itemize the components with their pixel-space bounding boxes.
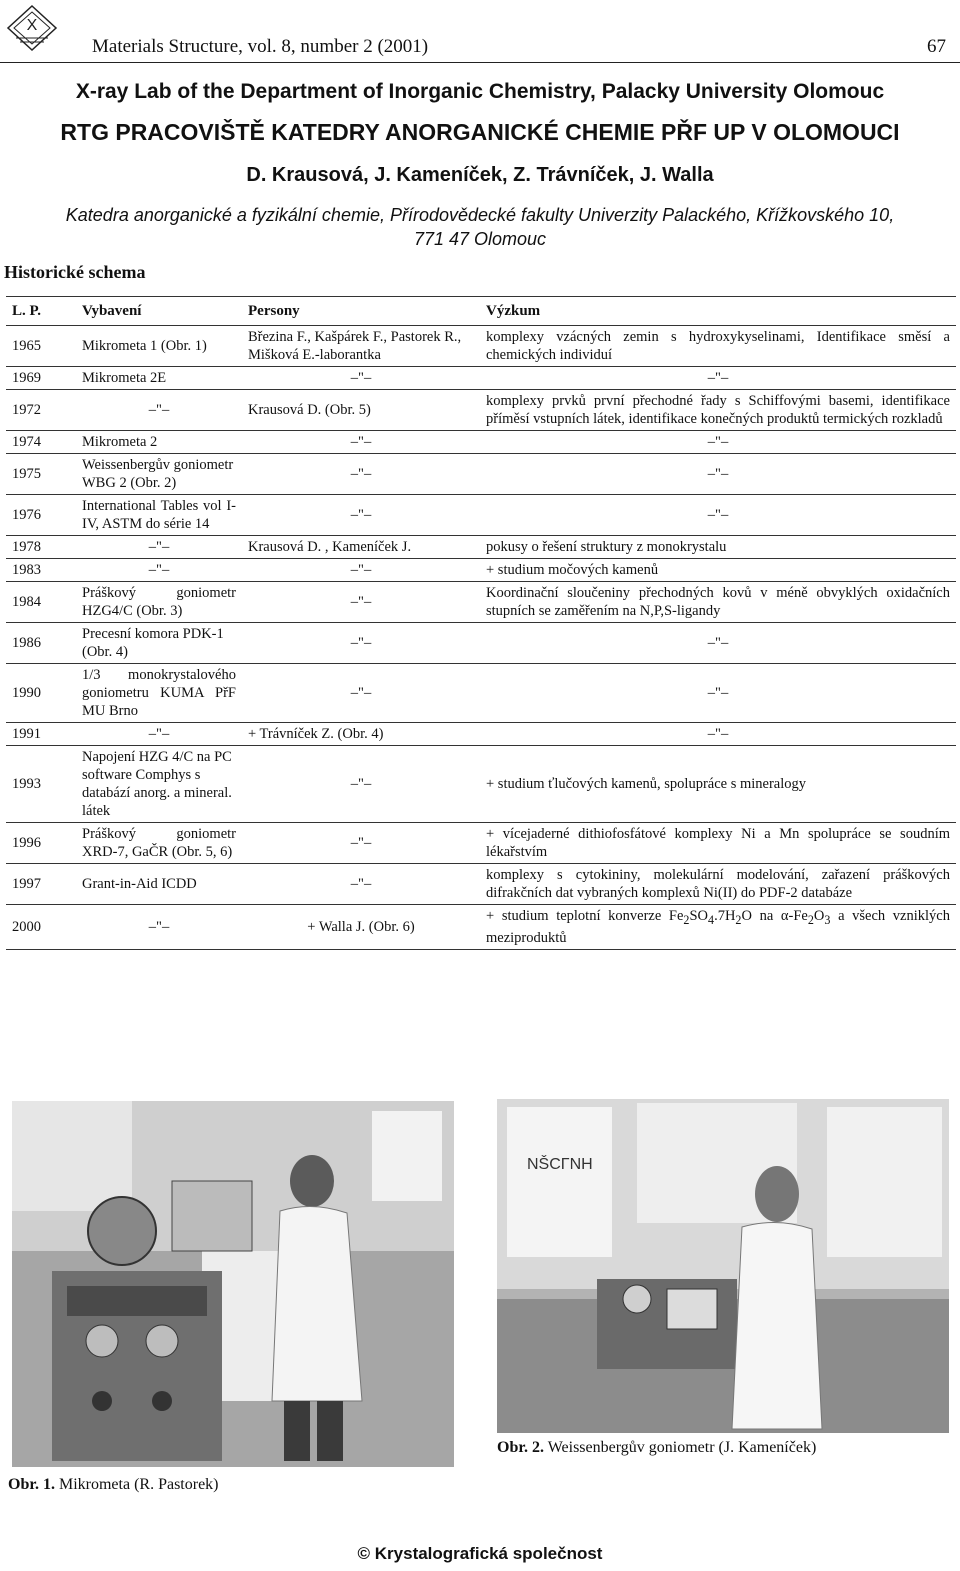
- cell-persons: –"–: [350, 635, 372, 651]
- table-row: [6, 559, 956, 582]
- cell-persons: –"–: [350, 370, 372, 386]
- cell-research: + studium teplotní konverze $Fe_2SO_4.7H_2O$ na $\alpha-Fe_2O_3$ a všech vzniklých meziproduktů: [486, 908, 950, 946]
- cell-persons: –"–: [350, 776, 372, 792]
- figure-1-illustration: [12, 1101, 454, 1467]
- figure-2-caption-text: Weissenbergův goniometr (J. Kameníček): [547, 1439, 817, 1456]
- cell-year: 2000: [12, 918, 41, 935]
- table-row: [6, 326, 956, 367]
- cell-year: 1976: [12, 507, 41, 523]
- cell-persons: –"–: [350, 594, 372, 610]
- cell-persons: –"–: [350, 466, 372, 482]
- cell-year: 1965: [12, 338, 41, 354]
- page-number: 67: [927, 36, 946, 57]
- cell-research: –"–: [707, 726, 729, 742]
- cell-research: –"–: [707, 635, 729, 651]
- cell-research: –"–: [707, 466, 729, 482]
- cell-year: 1969: [12, 370, 41, 386]
- cell-year: 1991: [12, 726, 41, 742]
- cell-year: 1972: [12, 402, 41, 418]
- cell-year: 1975: [12, 466, 41, 482]
- table-row: [6, 723, 956, 746]
- cell-equipment: Grant-in-Aid ICDD: [82, 876, 197, 892]
- cell-year: 1990: [12, 685, 41, 701]
- cell-equipment: Precesní komora PDK-1 (Obr. 4): [82, 626, 224, 660]
- cell-persons: –"–: [350, 835, 372, 851]
- column-header-year: L. P.: [6, 297, 76, 326]
- cell-year: 1996: [12, 835, 41, 851]
- cell-year: 1983: [12, 562, 41, 578]
- article-title-english: X-ray Lab of the Department of Inorganic Chemistry, Palacky University Olomouc: [75, 80, 885, 103]
- table-row: [6, 367, 956, 390]
- cell-research: pokusy o řešení struktury z monokrystalu: [486, 539, 727, 555]
- table-row: [6, 536, 956, 559]
- cell-research: + vícejaderné dithiofosfátové komplexy Ni a Mn spolupráce se soudním lékařstvím: [486, 826, 950, 860]
- cell-research: –"–: [707, 370, 729, 386]
- cell-research: + studium ťlučových kamenů, spolupráce s mineralogy: [486, 776, 807, 792]
- figure-1-label: Obr. 1.: [8, 1476, 55, 1493]
- cell-equipment: –"–: [148, 562, 170, 578]
- article-authors: D. Krausová, J. Kameníček, Z. Trávníček, J. Walla: [246, 164, 714, 186]
- cell-equipment: 1/3 monokrystalového goniometru KUMA PřF MU Brno: [82, 667, 236, 719]
- wall-sign-text: NŠCΓNH: [527, 1156, 593, 1173]
- cell-equipment: –"–: [148, 402, 170, 418]
- cell-persons: Krausová D. (Obr. 5): [248, 402, 371, 418]
- cell-persons: –"–: [350, 507, 372, 523]
- figure-2-illustration: [497, 1099, 949, 1433]
- table-row: [6, 864, 956, 905]
- figure-2-label: Obr. 2.: [497, 1439, 544, 1456]
- cell-year: 1993: [12, 776, 41, 792]
- cell-research: –"–: [707, 507, 729, 523]
- cell-research: –"–: [707, 685, 729, 701]
- cell-persons: –"–: [350, 562, 372, 578]
- cell-year: 1986: [12, 635, 41, 651]
- cell-equipment: Práškový goniometr XRD-7, GaČR (Obr. 5, 6): [82, 826, 236, 860]
- cell-year: 1978: [12, 539, 41, 555]
- cell-equipment: –"–: [148, 918, 170, 935]
- cell-equipment: Mikrometa 2E: [82, 370, 167, 386]
- cell-year: 1997: [12, 876, 41, 892]
- journal-title: Materials Structure, vol. 8, number 2 (2001): [92, 36, 429, 57]
- column-header-persons: Persony: [242, 297, 480, 326]
- table-row: [6, 623, 956, 664]
- section-heading: Historické schema: [4, 262, 146, 282]
- table-row: [6, 495, 956, 536]
- svg-text:X: X: [26, 17, 38, 34]
- figure-2-caption: [497, 1439, 816, 1457]
- cell-persons: + Trávníček Z. (Obr. 4): [248, 726, 384, 742]
- cell-equipment: –"–: [148, 539, 170, 555]
- affiliation-line-1: Katedra anorganické a fyzikální chemie, Přírodovědecké fakulty Univerzity Palackého, Křížkovského 10,: [65, 205, 895, 225]
- figure-1-caption-text: Mikrometa (R. Pastorek): [58, 1476, 219, 1493]
- cell-year: 1984: [12, 594, 41, 610]
- affiliation-line-2: 771 47 Olomouc: [413, 229, 547, 249]
- cell-research: –"–: [707, 434, 729, 450]
- cell-persons: Březina F., Kašpárek F., Pastorek R., Mišková E.-laborantka: [248, 329, 462, 363]
- journal-logo: [6, 4, 58, 52]
- header-divider: [0, 62, 960, 63]
- cell-equipment: Napojení HZG 4/C na PC software Comphys s databází anorg. a mineral. látek: [82, 749, 232, 819]
- history-table: [6, 296, 956, 950]
- cell-research: + studium močových kamenů: [486, 562, 659, 578]
- cell-research: komplexy vzácných zemin s hydroxykyselinami, Identifikace směsí a chemických individuí: [486, 329, 950, 363]
- cell-equipment: Mikrometa 2: [82, 434, 158, 450]
- figure-2-photo: [497, 1099, 949, 1433]
- footer-copyright: © Krystalografická společnost: [357, 1544, 603, 1563]
- cell-equipment: International Tables vol I-IV, ASTM do série 14: [82, 498, 236, 532]
- figure-1-caption: [8, 1476, 219, 1494]
- table-row: [6, 664, 956, 723]
- article-affiliation: [10, 203, 950, 251]
- cell-persons: –"–: [350, 685, 372, 701]
- cell-research: Koordinační sloučeniny přechodných kovů v méně obvyklých oxidačních stupních se zaměřením na N,P,S-ligandy: [486, 585, 950, 619]
- cell-equipment: Weissenbergův goniometr WBG 2 (Obr. 2): [82, 457, 234, 491]
- table-row: [6, 823, 956, 864]
- table-row: [6, 454, 956, 495]
- cell-research: komplexy prvků první přechodné řady s Schiffovými basemi, identifikace příměsí vstupních látek, identifikace konečných produktů termických rozkladů: [486, 393, 950, 427]
- column-header-research: Výzkum: [480, 297, 956, 326]
- cell-research: komplexy s cytokininy, molekulární modelování, zařazení práškových difrakčních dat vybraných komplexů Ni(II) do PDF-2 databáze: [486, 867, 950, 901]
- cell-equipment: Práškový goniometr HZG4/C (Obr. 3): [82, 585, 236, 619]
- table-row: [6, 390, 956, 431]
- table-row: [6, 746, 956, 823]
- table-header-row: [6, 297, 956, 326]
- cell-persons: + Walla J. (Obr. 6): [307, 918, 415, 935]
- column-header-equipment: Vybavení: [76, 297, 242, 326]
- cell-persons: –"–: [350, 434, 372, 450]
- cell-persons: –"–: [350, 876, 372, 892]
- figure-1-photo: [12, 1101, 454, 1467]
- table-row: [6, 431, 956, 454]
- cell-persons: Krausová D. , Kameníček J.: [248, 539, 412, 555]
- cell-equipment: Mikrometa 1 (Obr. 1): [82, 338, 207, 354]
- cell-equipment: –"–: [148, 726, 170, 742]
- cell-year: 1974: [12, 434, 41, 450]
- article-title-czech: RTG PRACOVIŠTĚ KATEDRY ANORGANICKÉ CHEMIE PŘF UP V OLOMOUCI: [60, 119, 900, 145]
- table-row: [6, 905, 956, 950]
- table-row: [6, 582, 956, 623]
